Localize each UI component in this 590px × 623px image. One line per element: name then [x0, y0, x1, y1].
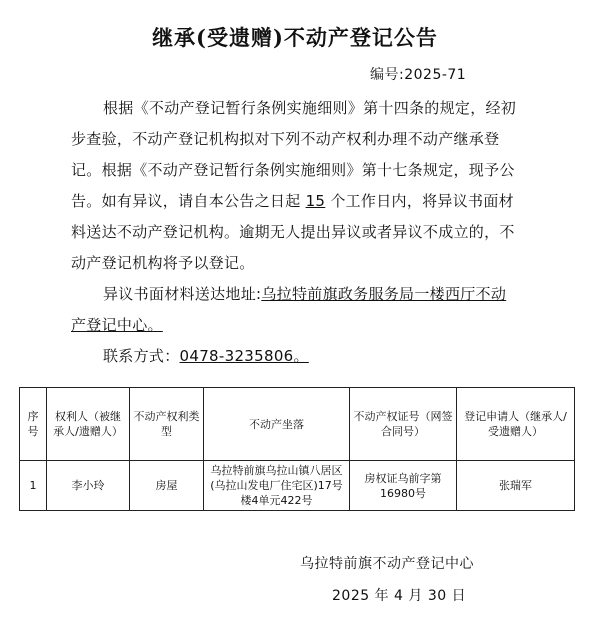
cell-location: 乌拉特前旗乌拉山镇八居区(乌拉山发电厂住宅区)17号楼4单元422号 — [204, 461, 350, 511]
objection-days: 15 — [305, 192, 326, 210]
header-type: 不动产权利类型 — [130, 388, 204, 461]
header-applicant: 登记申请人（继承人/受遗赠人） — [457, 388, 575, 461]
table-header-row — [20, 388, 575, 461]
address-label: 异议书面材料送达地址: — [103, 285, 262, 303]
paragraph-main-text: 根据《不动产登记暂行条例实施细则》第十四条的规定，经初步查验，不动产登记机构拟对下列不动产权利办理不动产继承登记。根据《不动产登记暂行条例实施细则》第十七条规定，现予公告。如有异议，请自本公告之日起 — [71, 99, 517, 210]
signature-org: 乌拉特前旗不动产登记中心 — [300, 556, 474, 572]
paragraph-contact — [71, 341, 521, 372]
cell-no: 1 — [20, 461, 47, 511]
notice-title: 继承(受遗赠)不动产登记公告 — [152, 25, 438, 50]
header-no: 序号 — [20, 388, 47, 461]
contact-phone: 0478-3235806。 — [179, 347, 309, 365]
header-cert: 不动产权证号（网签合同号） — [350, 388, 457, 461]
cell-holder: 李小玲 — [47, 461, 130, 511]
registration-table — [19, 387, 575, 511]
header-location: 不动产坐落 — [204, 388, 350, 461]
table-row — [20, 461, 575, 511]
notice-body — [71, 93, 521, 372]
contact-label: 联系方式： — [103, 347, 180, 365]
paragraph-address — [71, 279, 521, 341]
cell-cert: 房权证乌前字第16980号 — [350, 461, 457, 511]
cell-type: 房屋 — [130, 461, 204, 511]
signature-date: 2025 年 4 月 30 日 — [332, 588, 467, 604]
document-number: 编号:2025-71 — [370, 67, 467, 83]
paragraph-main — [71, 93, 521, 279]
cell-applicant: 张瑞军 — [457, 461, 575, 511]
paragraph-main-text-end: 个工作日内，将异议书面材料送达不动产登记机构。逾期无人提出异议或者异议不成立的，不动产登记机构将予以登记。 — [71, 192, 515, 272]
header-holder: 权利人（被继承人/遗赠人） — [47, 388, 130, 461]
address-value: 乌拉特前旗政务服务局一楼西厅不动产登记中心。 — [71, 285, 507, 334]
